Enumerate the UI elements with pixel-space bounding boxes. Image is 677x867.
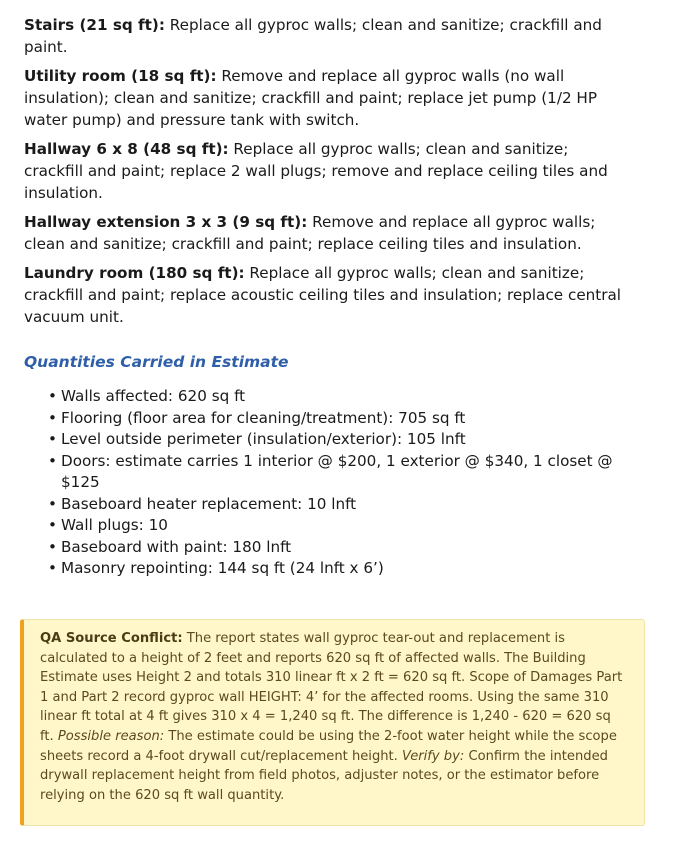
room-description: Replace all gyproc walls; clean and sanitize; crackfill and paint. <box>24 16 602 56</box>
qa-reason-label: Possible reason: <box>57 728 165 744</box>
room-name: Hallway extension 3 x 3 (9 sq ft): <box>24 213 308 231</box>
document-body <box>24 14 630 580</box>
list-item: • Walls affected: 620 sq ft <box>48 386 630 408</box>
list-item: • Baseboard with paint: 180 lnft <box>48 537 630 559</box>
room-description: Remove and replace all gyproc walls (no wall insulation); clean and sanitize; crackfill and paint; replace jet pump (1/2 HP water pump) and pressure tank with switch. <box>24 67 598 129</box>
qa-conflict-text <box>40 629 628 805</box>
room-hallway <box>24 138 630 204</box>
qa-label: QA Source Conflict: <box>40 631 183 646</box>
qa-verify: Confirm the intended drywall replacement height from field photos, adjuster notes, or the estimator before relying on the 620 sq ft wall quantity. <box>40 748 608 803</box>
quantities-heading: Quantities Carried in Estimate <box>24 353 289 371</box>
room-description: Replace all gyproc walls; clean and sanitize; crackfill and paint; replace 2 wall plugs; remove and replace ceiling tiles and insulation. <box>24 140 608 202</box>
room-name: Stairs (21 sq ft): <box>24 16 165 34</box>
room-description: Remove and replace all gyproc walls; clean and sanitize; crackfill and paint; replace ceiling tiles and insulation. <box>24 213 596 253</box>
room-name: Laundry room (180 sq ft): <box>24 264 245 282</box>
room-name: Utility room (18 sq ft): <box>24 67 217 85</box>
quantities-list <box>24 386 630 580</box>
qa-reason: The estimate could be using the 2-foot water height while the scope sheets record a 4-foot drywall cut/replacement height. <box>40 728 617 764</box>
list-item: • Doors: estimate carries 1 interior @ $200, 1 exterior @ $340, 1 closet @ $125 <box>48 451 630 494</box>
qa-body: The report states wall gyproc tear-out and replacement is calculated to a height of 2 feet and reports 620 sq ft of affected walls. The Building Estimate uses Height 2 and totals 310 linear ft x 2 ft = 620 sq ft. Scope of Damages Part 1 and Part 2 record gyproc wall HEIGHT: 4’ for the affected rooms. Using the same 310 linear ft total at 4 ft gives 310 x 4 = 1,240 sq ft. The difference is 1,240 - 620 = 620 sq ft. <box>40 631 623 744</box>
room-stairs <box>24 14 630 58</box>
list-item: • Baseboard heater replacement: 10 lnft <box>48 494 630 516</box>
list-item: • Wall plugs: 10 <box>48 515 630 537</box>
qa-verify-label: Verify by: <box>402 748 465 764</box>
room-laundry <box>24 262 630 328</box>
room-utility <box>24 65 630 131</box>
list-item: • Flooring (floor area for cleaning/treatment): 705 sq ft <box>48 408 630 430</box>
list-item: • Level outside perimeter (insulation/exterior): 105 lnft <box>48 429 630 451</box>
qa-conflict-callout <box>20 619 645 826</box>
room-name: Hallway 6 x 8 (48 sq ft): <box>24 140 229 158</box>
list-item: • Masonry repointing: 144 sq ft (24 lnft x 6’) <box>48 558 630 580</box>
room-description: Replace all gyproc walls; clean and sanitize; crackfill and paint; replace acoustic ceiling tiles and insulation; replace central vacuum unit. <box>24 264 622 326</box>
room-hallway-extension <box>24 211 630 255</box>
